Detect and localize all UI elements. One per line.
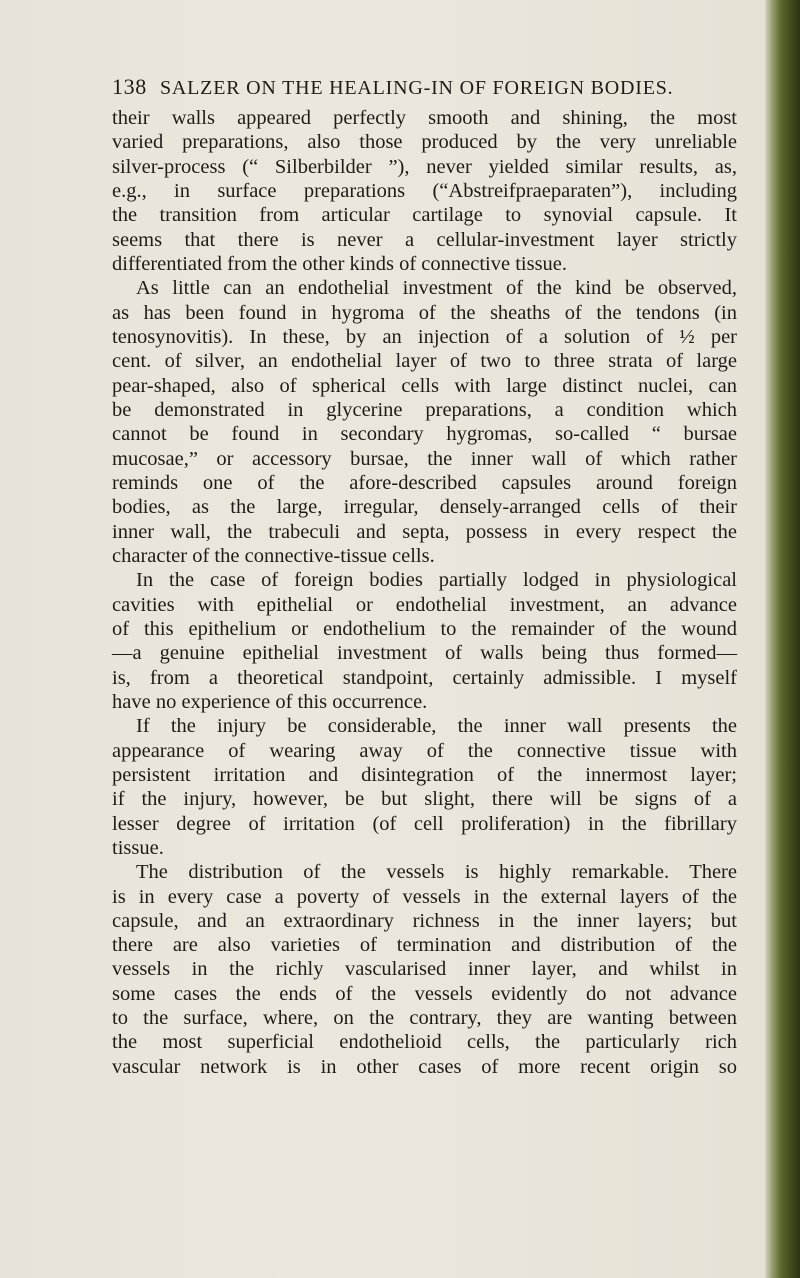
text-line: some cases the ends of the vessels evidently do not advance [112, 982, 737, 1005]
text-line: be demonstrated in glycerine preparations, a condition which [112, 398, 737, 421]
text-line: appearance of wearing away of the connective tissue with [112, 739, 737, 762]
text-line: is in every case a poverty of vessels in the external layers of the [112, 885, 737, 908]
text-line: as has been found in hygroma of the sheaths of the tendons (in [112, 301, 737, 324]
paragraph-start-line: If the injury be considerable, the inner wall presents the [136, 715, 737, 738]
text-line: of this epithelium or endothelium to the remainder of the wound [112, 617, 737, 640]
text-line: the transition from articular cartilage to synovial capsule. It [112, 204, 737, 227]
text-line: pear-shaped, also of spherical cells with large distinct nuclei, can [112, 374, 737, 397]
paragraph-start-line: In the case of foreign bodies partially lodged in physiological [136, 569, 737, 592]
text-line: if the injury, however, be but slight, there will be signs of a [112, 788, 737, 811]
body-text [112, 106, 737, 1079]
text-line: is, from a theoretical standpoint, certainly admissible. I myself [112, 666, 737, 689]
text-line: silver-process (“ Silberbilder ”), never yielded similar results, as, [112, 155, 737, 178]
text-line: vessels in the richly vascularised inner layer, and whilst in [112, 958, 737, 981]
book-binding-edge [765, 0, 800, 1278]
text-line: character of the connective-tissue cells. [112, 544, 435, 567]
text-line: tenosynovitis). In these, by an injection of a solution of ½ per [112, 325, 737, 348]
text-line: to the surface, where, on the contrary, they are wanting between [112, 1007, 737, 1030]
text-line: have no experience of this occurrence. [112, 690, 428, 713]
text-line: inner wall, the trabeculi and septa, possess in every respect the [112, 520, 737, 543]
text-line: differentiated from the other kinds of connective tissue. [112, 252, 568, 275]
text-line: lesser degree of irritation (of cell proliferation) in the fibrillary [112, 812, 737, 835]
text-line: varied preparations, also those produced by the very unreliable [112, 131, 737, 154]
text-line: mucosae,” or accessory bursae, the inner wall of which rather [112, 447, 737, 470]
text-line: there are also varieties of termination and distribution of the [112, 934, 737, 957]
text-line: vascular network is in other cases of more recent origin so [112, 1055, 737, 1078]
text-line: persistent irritation and disintegration of the innermost layer; [112, 763, 737, 786]
paragraph-start-line: As little can an endothelial investment of the kind be observed, [136, 277, 737, 300]
running-head: SALZER ON THE HEALING-IN OF FOREIGN BODIES. [160, 77, 674, 99]
page-header [112, 74, 732, 104]
text-line: cannot be found in secondary hygromas, so-called “ bursae [112, 423, 737, 446]
text-line: cavities with epithelial or endothelial investment, an advance [112, 593, 737, 616]
text-line: the most superficial endothelioid cells, the particularly rich [112, 1031, 737, 1054]
paragraph-start-line: The distribution of the vessels is highly remarkable. There [136, 861, 737, 884]
text-line: cent. of silver, an endothelial layer of two to three strata of large [112, 350, 737, 373]
text-line: —a genuine epithelial investment of walls being thus formed— [112, 642, 737, 665]
text-line: seems that there is never a cellular-investment layer strictly [112, 228, 737, 251]
text-line: tissue. [112, 836, 164, 859]
text-line: their walls appeared perfectly smooth and shining, the most [112, 107, 737, 129]
page-number: 138 [112, 74, 147, 99]
text-line: bodies, as the large, irregular, densely-arranged cells of their [112, 496, 737, 519]
text-line: capsule, and an extraordinary richness in the inner layers; but [112, 909, 737, 932]
text-line: reminds one of the afore-described capsules around foreign [112, 471, 737, 494]
text-line: e.g., in surface preparations (“Abstreifpraeparaten”), including [112, 179, 737, 202]
